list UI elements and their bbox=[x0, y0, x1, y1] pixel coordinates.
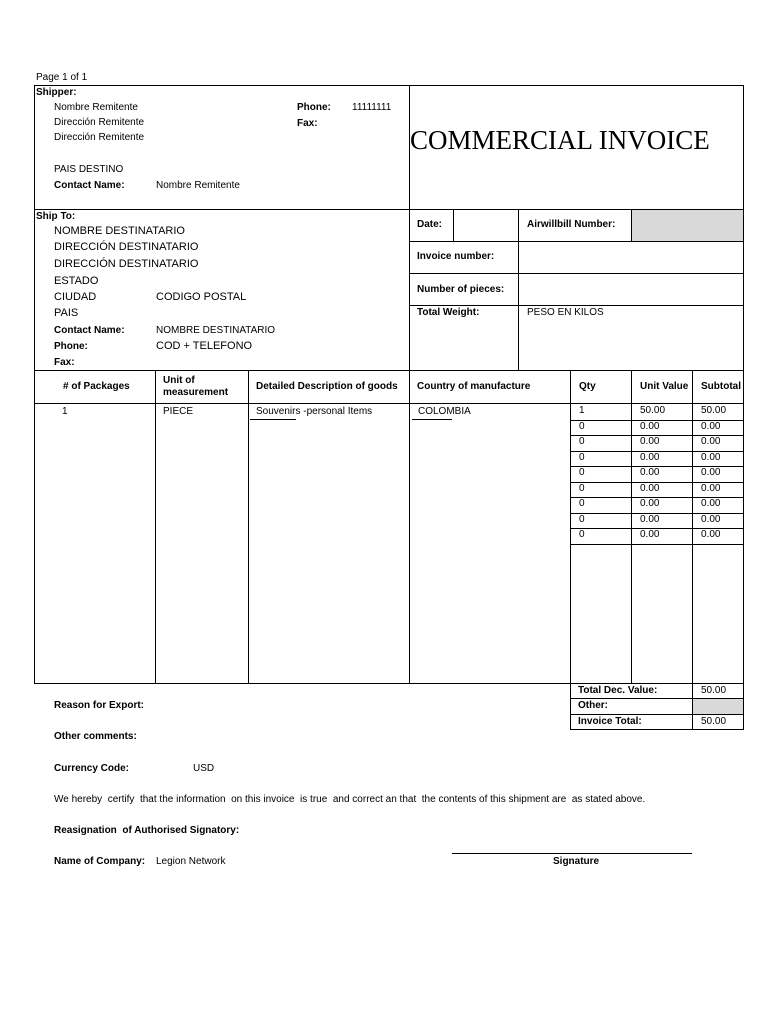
row-unit-value: 0.00 bbox=[640, 467, 660, 478]
reason-for-export-label: Reason for Export: bbox=[54, 700, 145, 711]
row-qty: 0 bbox=[579, 513, 585, 525]
airwill-number-label: Airwillbill Number: bbox=[527, 219, 616, 230]
other-value-field[interactable] bbox=[693, 699, 743, 714]
item-unit: PIECE bbox=[163, 406, 194, 417]
recipient-address-2: DIRECCIÓN DESTINATARIO bbox=[54, 258, 199, 270]
weight-label: Total Weight: bbox=[417, 307, 480, 318]
row-subtotal: 0.00 bbox=[701, 529, 721, 540]
header-packages: # of Packages bbox=[63, 381, 130, 392]
table-top-line bbox=[34, 370, 744, 371]
border-top bbox=[34, 85, 744, 86]
row-unit-value: 0.00 bbox=[640, 420, 660, 432]
currency-code-label: Currency Code: bbox=[54, 763, 130, 774]
header-unit-value: Unit Value bbox=[640, 381, 689, 392]
header-qty: Qty bbox=[579, 381, 596, 392]
row-subtotal: 0.00 bbox=[701, 467, 721, 478]
row-subtotal: 0.00 bbox=[701, 451, 721, 463]
signatory-label: Reasignation of Authorised Signatory: bbox=[54, 825, 240, 836]
recipient-state: ESTADO bbox=[54, 275, 99, 287]
total-declared-label: Total Dec. Value: bbox=[578, 685, 658, 696]
recipient-phone-label: Phone: bbox=[54, 341, 88, 352]
row-unit-value: 0.00 bbox=[640, 529, 660, 540]
shipper-phone-label: Phone: bbox=[297, 102, 331, 113]
invoice-number-field[interactable] bbox=[520, 244, 742, 272]
recipient-city: CIUDAD bbox=[54, 291, 97, 303]
item-country: COLOMBIA bbox=[418, 406, 471, 417]
row-subtotal: 0.00 bbox=[701, 436, 721, 447]
row-subtotal: 0.00 bbox=[701, 420, 721, 432]
shipper-fax-label: Fax: bbox=[297, 118, 318, 129]
row-qty: 0 bbox=[579, 467, 585, 478]
row-subtotal: 0.00 bbox=[701, 498, 721, 509]
shipper-label: Shipper: bbox=[36, 87, 77, 98]
header-unit-line2: measurement bbox=[163, 387, 229, 398]
weight-value: PESO EN KILOS bbox=[527, 307, 604, 318]
row-qty: 1 bbox=[579, 405, 585, 416]
recipient-name: NOMBRE DESTINATARIO bbox=[54, 225, 185, 237]
shipper-country: PAIS DESTINO bbox=[54, 164, 124, 175]
row-qty: 0 bbox=[579, 498, 585, 509]
signature-label: Signature bbox=[553, 856, 600, 867]
recipient-phone-value: COD + TELEFONO bbox=[156, 340, 253, 352]
other-label: Other: bbox=[578, 700, 608, 711]
item-description: Souvenirs -personal Items bbox=[256, 406, 373, 417]
date-field[interactable] bbox=[455, 212, 517, 240]
shipper-phone-value: 11111111 bbox=[352, 102, 392, 113]
row-subtotal: 0.00 bbox=[701, 482, 721, 494]
row-unit-value: 50.00 bbox=[640, 405, 666, 416]
invoice-total-label: Invoice Total: bbox=[578, 716, 642, 727]
row-unit-value: 0.00 bbox=[640, 436, 660, 447]
total-declared-value: 50.00 bbox=[701, 685, 727, 696]
row-qty: 0 bbox=[579, 420, 585, 432]
certification-statement: We hereby certify that the information on this invoice is true and correct an that the contents of this shipment are as stated above. bbox=[54, 794, 646, 805]
country-underline bbox=[412, 419, 452, 420]
row-subtotal: 0.00 bbox=[701, 513, 721, 525]
table-header-bottom-line bbox=[34, 403, 744, 404]
recipient-contact-label: Contact Name: bbox=[54, 325, 125, 336]
pieces-field[interactable] bbox=[520, 276, 742, 304]
row-qty: 0 bbox=[579, 436, 585, 447]
shipper-contact-value: Nombre Remitente bbox=[156, 180, 240, 191]
shipper-address-1: Dirección Remitente bbox=[54, 117, 145, 128]
header-description: Detailed Description of goods bbox=[256, 381, 398, 392]
item-packages: 1 bbox=[62, 406, 68, 417]
date-label: Date: bbox=[417, 219, 443, 230]
row-unit-value: 0.00 bbox=[640, 482, 660, 494]
table-bottom-line bbox=[34, 683, 744, 684]
company-name-value: Legion Network bbox=[156, 856, 226, 867]
row-qty: 0 bbox=[579, 451, 585, 463]
description-underline bbox=[250, 419, 296, 420]
recipient-postal-code: CODIGO POSTAL bbox=[156, 291, 247, 303]
header-subtotal: Subtotal bbox=[701, 381, 741, 392]
row-unit-value: 0.00 bbox=[640, 498, 660, 509]
border-left bbox=[34, 85, 35, 684]
page-label: Page 1 of 1 bbox=[36, 72, 88, 83]
divider-center bbox=[409, 85, 410, 684]
header-unit-line1: Unit of bbox=[163, 375, 195, 386]
currency-code-value: USD bbox=[193, 763, 215, 774]
pieces-label: Number of pieces: bbox=[417, 284, 505, 295]
recipient-country: PAIS bbox=[54, 307, 79, 319]
row-unit-value: 0.00 bbox=[640, 451, 660, 463]
shipper-contact-label: Contact Name: bbox=[54, 180, 125, 191]
recipient-fax-label: Fax: bbox=[54, 357, 75, 368]
ship-to-label: Ship To: bbox=[36, 211, 76, 222]
row-qty: 0 bbox=[579, 482, 585, 494]
shipper-address-2: Dirección Remitente bbox=[54, 132, 145, 143]
row-divider bbox=[570, 544, 744, 545]
border-right bbox=[743, 85, 744, 684]
invoice-number-label: Invoice number: bbox=[417, 251, 495, 262]
airwill-number-field[interactable] bbox=[631, 210, 743, 241]
invoice-total-value: 50.00 bbox=[701, 716, 727, 727]
recipient-contact-value: NOMBRE DESTINATARIO bbox=[156, 325, 276, 336]
signature-line[interactable] bbox=[452, 853, 692, 854]
row-subtotal: 50.00 bbox=[701, 405, 727, 416]
header-country: Country of manufacture bbox=[417, 381, 531, 392]
row-unit-value: 0.00 bbox=[640, 513, 660, 525]
company-name-label: Name of Company: bbox=[54, 856, 146, 867]
document-title: COMMERCIAL INVOICE bbox=[410, 125, 710, 155]
shipper-name: Nombre Remitente bbox=[54, 102, 138, 113]
row-qty: 0 bbox=[579, 529, 585, 540]
recipient-address-1: DIRECCIÓN DESTINATARIO bbox=[54, 241, 199, 253]
other-comments-label: Other comments: bbox=[54, 731, 137, 742]
